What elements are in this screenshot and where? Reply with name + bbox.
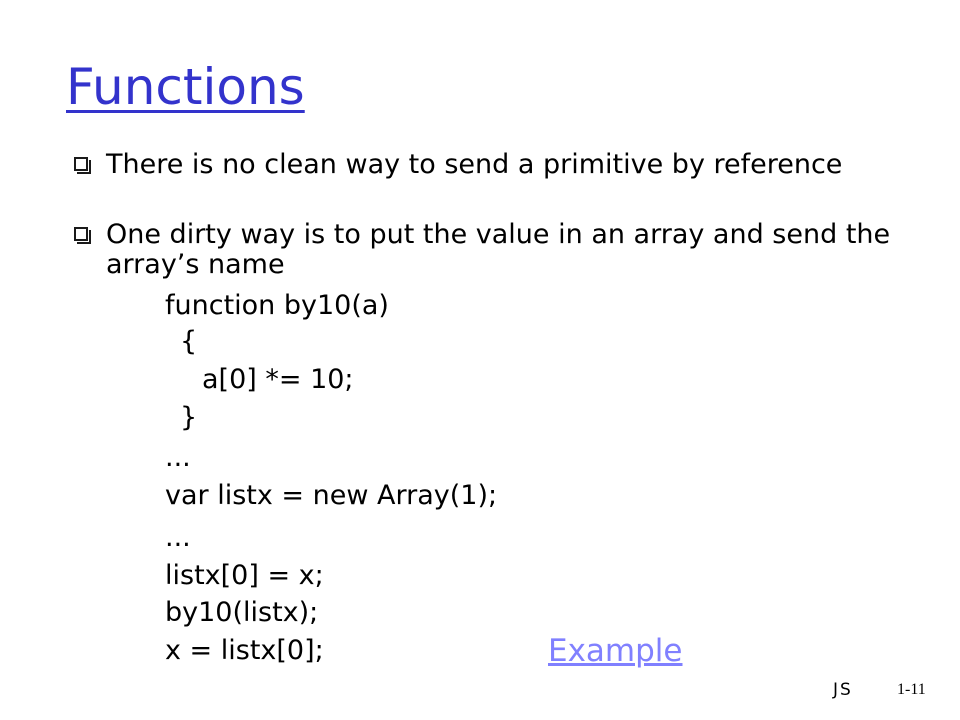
footer-label: JS (833, 680, 853, 700)
code-line-function: function by10(a) (165, 290, 389, 321)
slide-title: Functions (66, 58, 305, 116)
code-line-ellipsis: ... (165, 442, 191, 473)
code-line-var: var listx = new Array(1); (165, 480, 498, 511)
code-line-result: x = listx[0]; (165, 635, 324, 666)
example-link[interactable]: Example (548, 633, 683, 669)
code-line-open-brace: { (180, 326, 198, 357)
code-line-close-brace: } (180, 402, 198, 433)
code-line-assign: listx[0] = x; (165, 560, 324, 591)
bullet-text: There is no clean way to send a primitive by reference (106, 149, 843, 180)
page-number: 1-11 (897, 681, 926, 698)
bullet-item (74, 150, 894, 180)
bullet-text: One dirty way is to put the value in an array and send the array’s name (106, 219, 891, 280)
checkbox-bullet-icon (74, 157, 88, 171)
checkbox-bullet-icon (74, 227, 88, 241)
code-line-ellipsis: ... (165, 522, 191, 553)
code-line-call: by10(listx); (165, 597, 319, 628)
code-line-body: a[0] *= 10; (202, 364, 354, 395)
bullet-item (74, 220, 894, 280)
